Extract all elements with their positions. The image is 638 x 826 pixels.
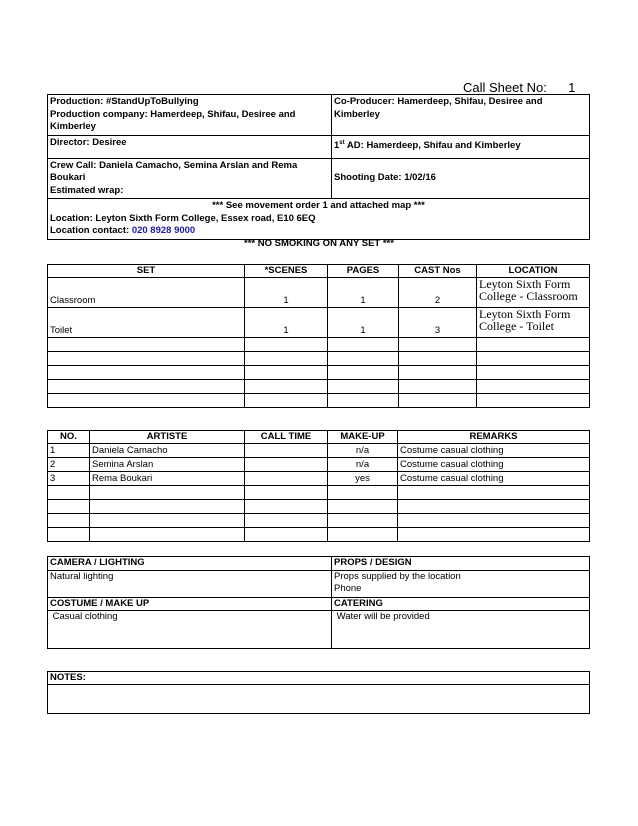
location-cell — [48, 199, 590, 240]
empty-row — [48, 486, 590, 500]
first-ad-prefix: 1 — [334, 139, 340, 151]
set-cast: 3 — [399, 308, 477, 338]
table-row — [48, 308, 590, 338]
camera-lighting-value: Natural lighting — [48, 570, 332, 597]
artiste-remarks: Costume casual clothing — [398, 472, 590, 486]
crew-call-cell — [48, 158, 332, 199]
no-smoking-notice: *** NO SMOKING ON ANY SET *** — [244, 238, 394, 249]
artiste-col-remarks: REMARKS — [398, 431, 590, 444]
artiste-header-row — [48, 431, 590, 444]
artiste-makeup: n/a — [328, 458, 398, 472]
props-line-2: Phone — [334, 583, 362, 594]
set-name: Classroom — [48, 278, 245, 308]
set-name: Toilet — [48, 308, 245, 338]
shooting-date: Shooting Date: 1/02/16 — [332, 158, 590, 199]
artiste-remarks: Costume casual clothing — [398, 458, 590, 472]
empty-row — [48, 338, 590, 352]
location-contact-phone[interactable]: 020 8928 9000 — [131, 225, 196, 236]
artiste-makeup: yes — [328, 472, 398, 486]
first-ad-rest: AD: Hamerdeep, Shifau and Kimberley — [344, 139, 521, 151]
artiste-col-makeup: MAKE-UP — [328, 431, 398, 444]
artiste-table — [47, 430, 590, 542]
empty-row — [48, 380, 590, 394]
props-design-value — [332, 570, 590, 597]
costume-makeup-value: Casual clothing — [48, 611, 332, 649]
set-cast: 2 — [399, 278, 477, 308]
empty-row — [48, 352, 590, 366]
location-contact-label: Location contact: — [50, 225, 132, 236]
artiste-no: 3 — [48, 472, 90, 486]
director: Director: Desiree — [48, 135, 332, 158]
artiste-call-time — [245, 472, 328, 486]
artiste-no: 2 — [48, 458, 90, 472]
artiste-call-time — [245, 444, 328, 458]
first-ad — [332, 135, 590, 158]
set-location: Leyton Sixth Form College - Toilet — [477, 308, 590, 338]
set-header-row — [48, 265, 590, 278]
first-ad-sup: st — [339, 139, 345, 146]
notes-label: NOTES: — [48, 672, 590, 685]
co-producer: Co-Producer: Hamerdeep, Shifau, Desiree and Kimberley — [332, 95, 590, 136]
set-col-set: SET — [48, 265, 245, 278]
estimated-wrap: Estimated wrap: — [50, 184, 124, 196]
table-row — [48, 444, 590, 458]
set-col-scenes: *SCENES — [245, 265, 328, 278]
empty-row — [48, 528, 590, 542]
catering-label: CATERING — [332, 597, 590, 611]
production-header-table — [47, 94, 590, 240]
props-line-1: Props supplied by the location — [334, 570, 461, 582]
crew-call: Crew Call: Daniela Camacho, Semina Arslan and Rema Boukari — [50, 159, 298, 183]
artiste-name: Daniela Camacho — [90, 444, 245, 458]
call-sheet-number — [463, 80, 575, 95]
empty-row — [48, 394, 590, 408]
props-design-label: PROPS / DESIGN — [332, 557, 590, 571]
production-title: Production: #StandUpToBullying — [50, 96, 199, 107]
artiste-call-time — [245, 458, 328, 472]
artiste-name: Rema Boukari — [90, 472, 245, 486]
set-scenes: 1 — [245, 308, 328, 338]
catering-value: Water will be provided — [332, 611, 590, 649]
notes-table — [47, 671, 590, 714]
empty-row — [48, 500, 590, 514]
costume-makeup-label: COSTUME / MAKE UP — [48, 597, 332, 611]
movement-order: *** See movement order 1 and attached map *** — [212, 200, 425, 211]
artiste-col-no: NO. — [48, 431, 90, 444]
artiste-col-name: ARTISTE — [90, 431, 245, 444]
call-sheet-value: 1 — [568, 80, 576, 95]
production-company: Production company: Hamerdeep, Shifau, Desiree and Kimberley — [50, 108, 296, 132]
artiste-remarks: Costume casual clothing — [398, 444, 590, 458]
location-contact — [50, 225, 587, 238]
set-pages: 1 — [328, 278, 399, 308]
notes-body[interactable] — [48, 685, 590, 714]
empty-row — [48, 514, 590, 528]
location: Location: Leyton Sixth Form College, Essex road, E10 6EQ — [50, 212, 316, 224]
set-table — [47, 264, 590, 408]
production-cell — [48, 95, 332, 136]
camera-lighting-label: CAMERA / LIGHTING — [48, 557, 332, 571]
call-sheet-label: Call Sheet No: — [463, 80, 547, 95]
set-pages: 1 — [328, 308, 399, 338]
set-location: Leyton Sixth Form College - Classroom — [477, 278, 590, 308]
set-col-location: LOCATION — [477, 265, 590, 278]
set-col-pages: PAGES — [328, 265, 399, 278]
artiste-no: 1 — [48, 444, 90, 458]
artiste-col-call-time: CALL TIME — [245, 431, 328, 444]
departments-table — [47, 556, 590, 649]
table-row — [48, 278, 590, 308]
artiste-makeup: n/a — [328, 444, 398, 458]
artiste-name: Semina Arslan — [90, 458, 245, 472]
set-scenes: 1 — [245, 278, 328, 308]
set-col-cast: CAST Nos — [399, 265, 477, 278]
empty-row — [48, 366, 590, 380]
table-row — [48, 458, 590, 472]
table-row — [48, 472, 590, 486]
